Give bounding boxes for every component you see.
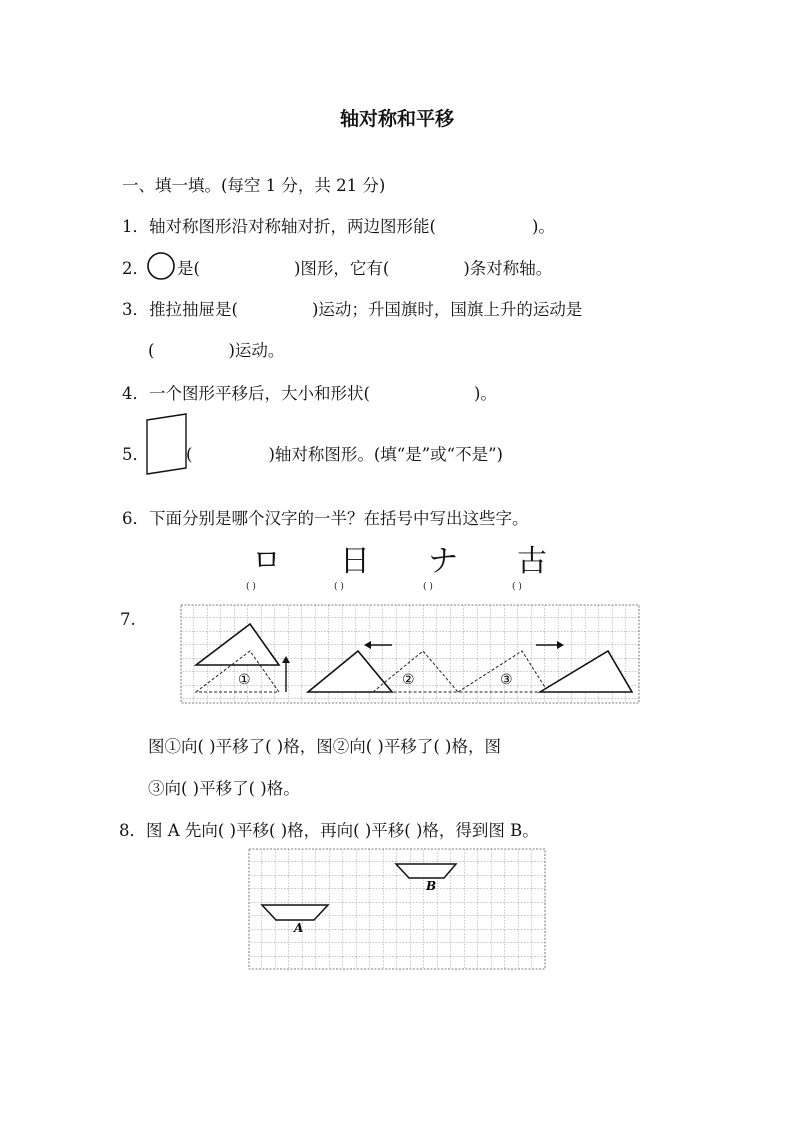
q6-text: 下面分别是哪个汉字的一半？在括号中写出这些字。 [149, 509, 529, 528]
question-5 [186, 441, 503, 465]
q7-label-1: ① [238, 672, 251, 688]
q6-blank-2[interactable]: ( ) [334, 582, 344, 592]
q6-blank-4[interactable]: ( ) [512, 582, 522, 592]
q6-number: 6． [122, 509, 149, 528]
page-title: 轴对称和平移 [339, 108, 454, 130]
q2-part-c: )条对称轴。 [463, 259, 553, 278]
q7-label-2: ② [402, 672, 415, 688]
q6-blank-3[interactable]: ( ) [423, 582, 433, 592]
q5-part-b: )轴对称图形。(填“是”或“不是”) [268, 445, 503, 464]
half-character-1: ㅁ [252, 544, 281, 579]
q1-end: )。 [531, 217, 555, 236]
q6-blank-1[interactable]: ( ) [246, 582, 256, 592]
q4-end: )。 [473, 384, 497, 403]
q4-text: 一个图形平移后，大小和形状( [149, 384, 370, 403]
q3-part-b: )运动；升国旗时，国旗上升的运动是 [311, 300, 583, 319]
q8-text: 图 A 先向( )平移( )格，再向( )平移( )格，得到图 B。 [146, 821, 539, 840]
half-character-2: 日 [340, 544, 370, 579]
q8-number: 8． [119, 821, 146, 840]
question-3-cont [148, 337, 284, 361]
q3-number: 3． [122, 300, 149, 319]
q7-line-2: ③向( )平移了( )格。 [148, 779, 300, 798]
q8-label-a: A [294, 921, 304, 935]
q3-part-d: )运动。 [228, 341, 285, 360]
half-character-3: ナ [428, 544, 458, 579]
q7-translation-grid [180, 604, 640, 704]
q8-label-b: B [426, 879, 437, 893]
parallelogram-shape-icon [144, 412, 193, 476]
question-3 [122, 296, 582, 320]
question-4 [122, 380, 497, 404]
question-8 [119, 817, 539, 841]
circle-shape-icon [146, 250, 176, 282]
section-heading: 一、填一填。(每空 1 分，共 21 分) [122, 176, 386, 195]
q7-label-3: ③ [500, 672, 513, 688]
question-6 [122, 505, 529, 529]
question-7-number: 7. [120, 610, 136, 629]
half-character-4: 古 [517, 544, 547, 579]
q2-part-a: 是( [177, 259, 200, 278]
q1-text: 轴对称图形沿对称轴对折，两边图形能( [149, 217, 436, 236]
q2-part-b: )图形，它有( [293, 259, 390, 278]
question-2 [122, 255, 149, 279]
q8-translation-grid [248, 848, 546, 970]
question-1 [122, 213, 555, 237]
q3-part-a: 推拉抽屉是( [149, 300, 238, 319]
question-5-number: 5． [122, 445, 149, 464]
q3-part-c: ( [148, 341, 155, 360]
q5-part-a: ( [186, 445, 193, 464]
q2-text [177, 255, 552, 279]
q1-number: 1． [122, 217, 149, 236]
q2-number: 2． [122, 259, 149, 278]
q4-number: 4． [122, 384, 149, 403]
q7-line-1: 图①向( )平移了( )格，图②向( )平移了( )格，图 [148, 737, 501, 756]
